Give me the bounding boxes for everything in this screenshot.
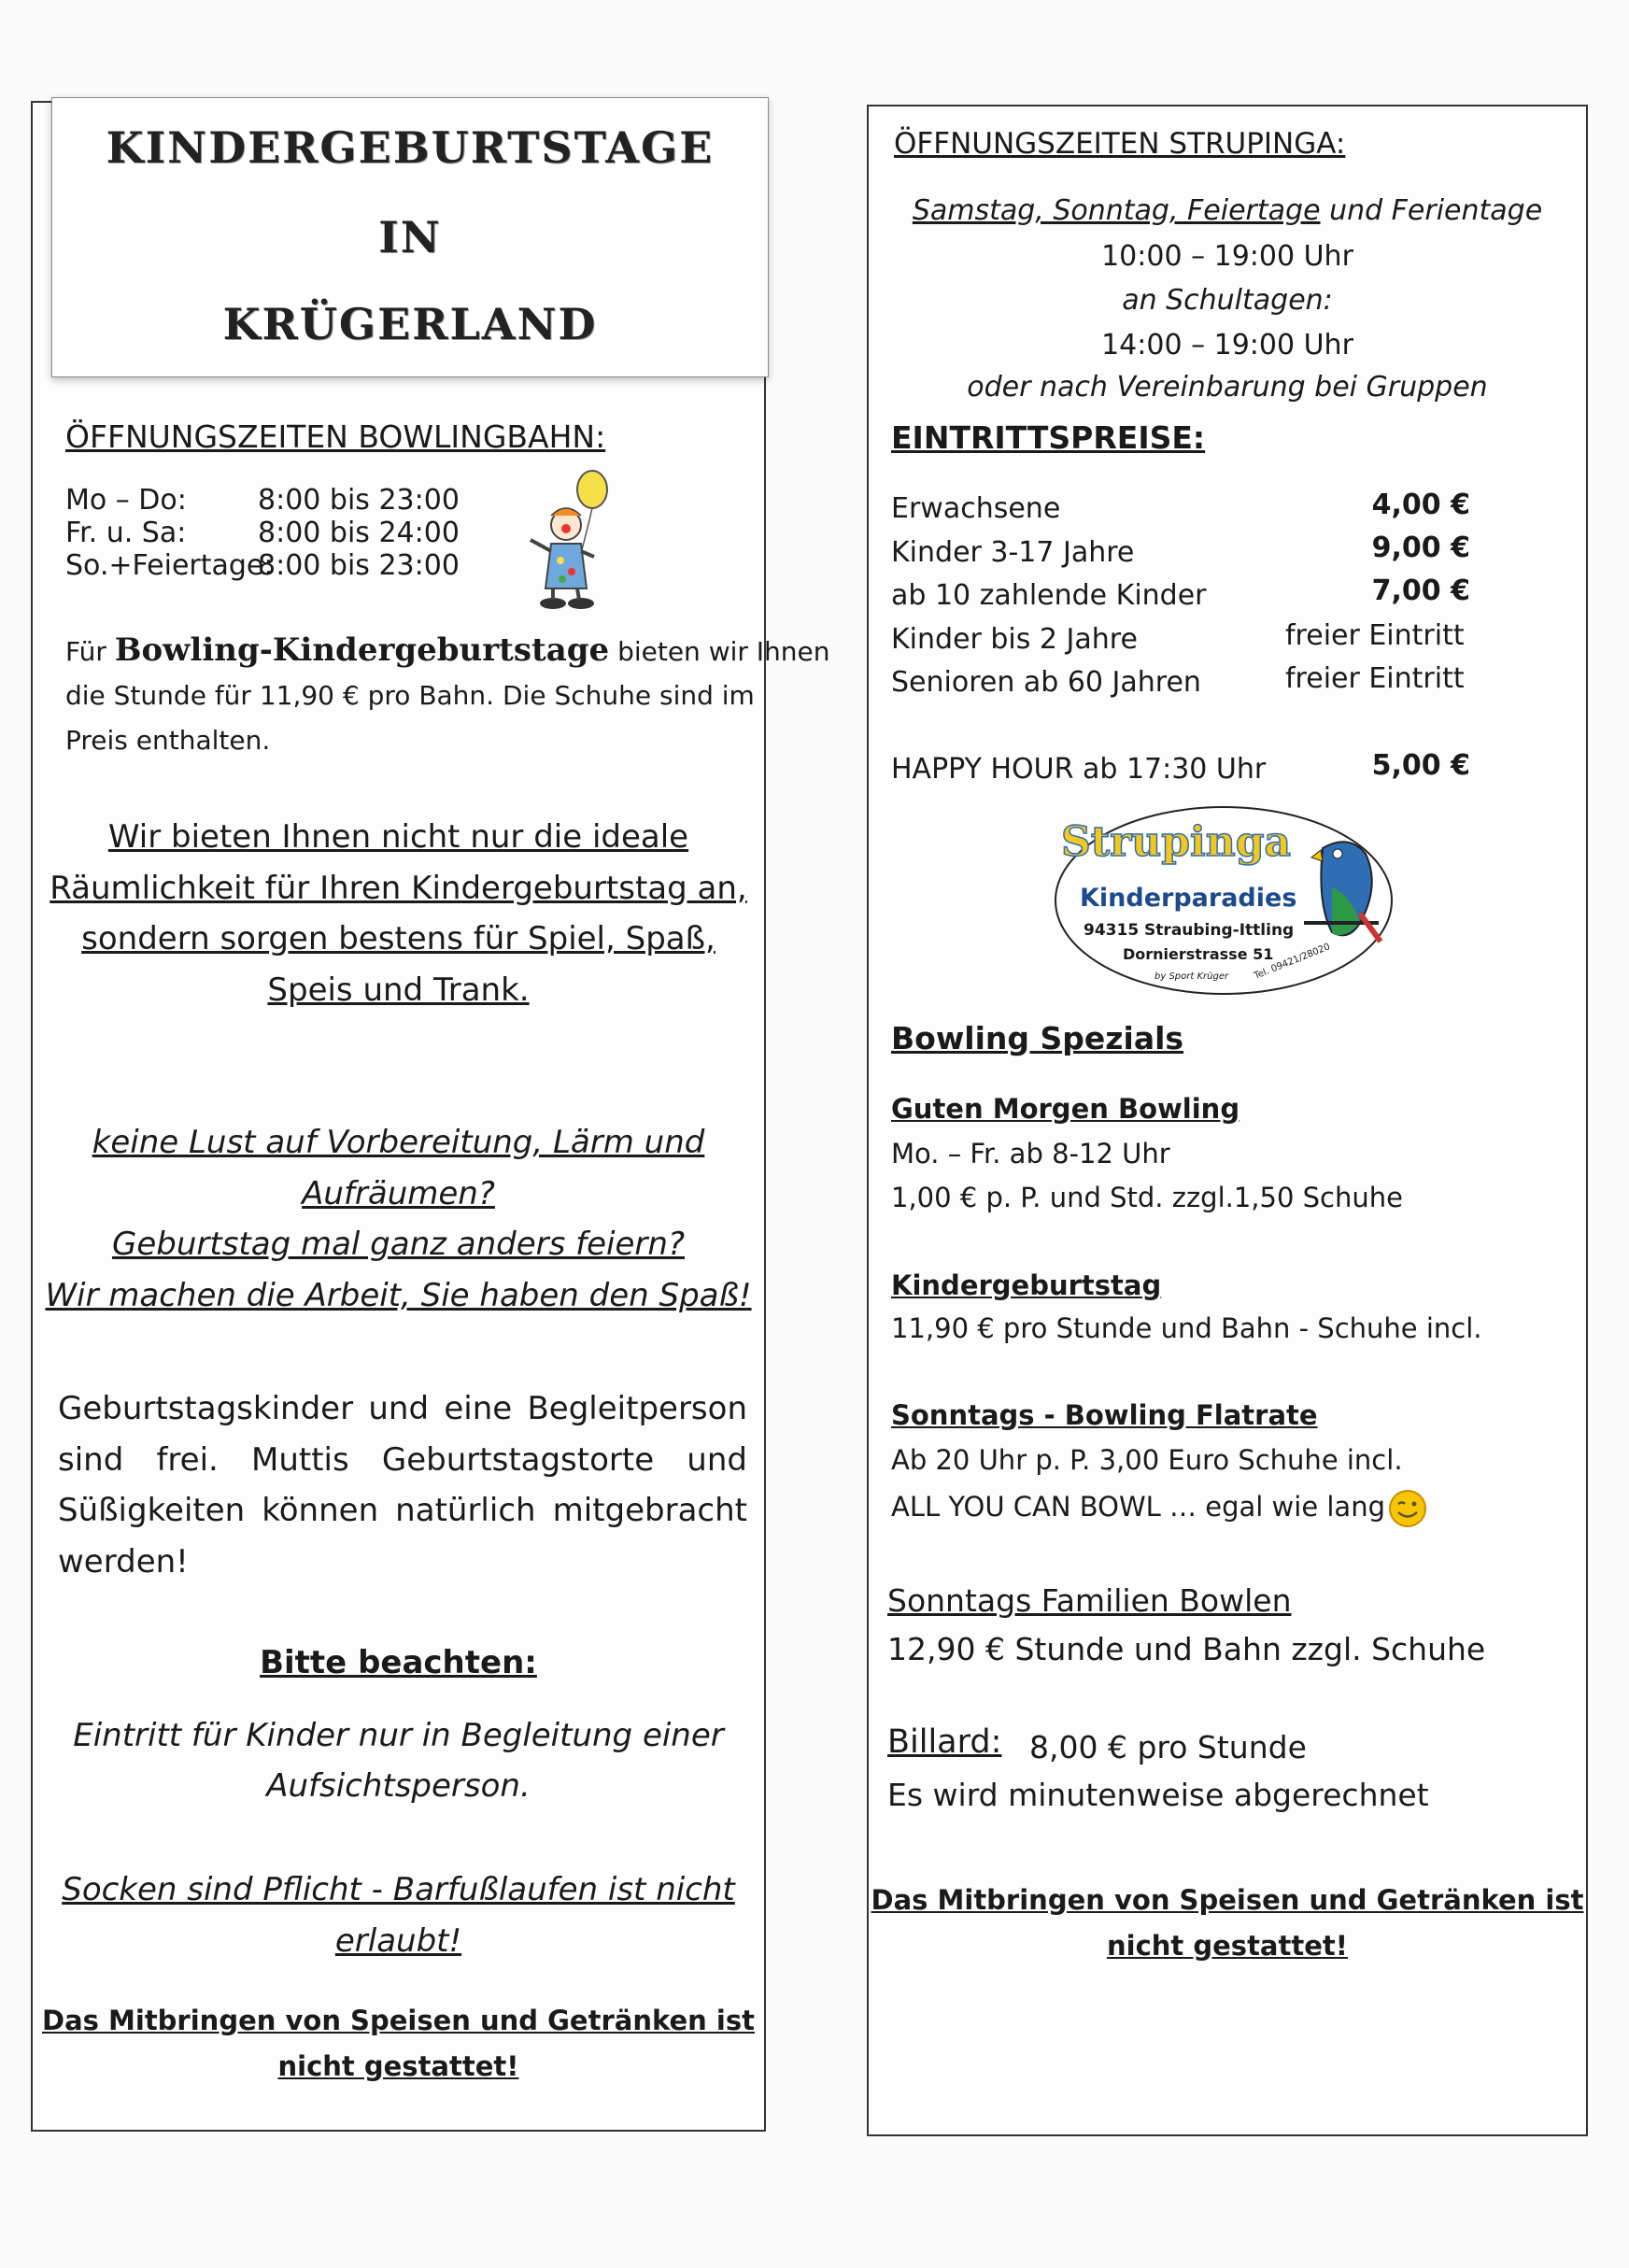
title-line3: KRÜGERLAND xyxy=(222,299,598,349)
right-food-line-1: Das Mitbringen von Speisen und Getränken ist xyxy=(871,1884,1584,1916)
price-value-3: 7,00 € xyxy=(1371,574,1470,607)
morning-heading: Guten Morgen Bowling xyxy=(891,1093,1240,1125)
strupinga-logo xyxy=(1052,801,1395,999)
opening-days xyxy=(867,194,1588,227)
party-intro-pre: Für xyxy=(65,636,115,667)
logo-address-2: Dornierstrasse 51 xyxy=(1123,945,1274,963)
family-heading: Sonntags Familien Bowlen xyxy=(887,1582,1292,1619)
price-label-5: Senioren ab 60 Jahren xyxy=(891,666,1201,699)
logo-sub: Kinderparadies xyxy=(1080,884,1297,913)
left-food-line-2: nicht gestattet! xyxy=(277,2050,519,2082)
school-days: an Schultagen: xyxy=(1122,284,1333,317)
logo-byline: by Sport Krüger xyxy=(1154,971,1229,982)
happy-hour-price: 5,00 € xyxy=(1371,749,1470,782)
billard-price: 8,00 € pro Stunde xyxy=(1029,1729,1307,1765)
price-value-4: freier Eintritt xyxy=(1285,619,1465,652)
note-line-2: Aufsichtsperson. xyxy=(266,1767,531,1805)
hours-time-1: 8:00 bis 23:00 xyxy=(258,484,460,517)
bowling-hours-heading: ÖFFNUNGSZEITEN BOWLINGBAHN: xyxy=(65,418,606,455)
title-line2: IN xyxy=(378,212,442,262)
party-line-3: Preis enthalten. xyxy=(65,725,271,756)
price-label-4: Kinder bis 2 Jahre xyxy=(891,623,1138,656)
note-heading: Bitte beachten: xyxy=(260,1644,537,1681)
free-line-4: werden! xyxy=(58,1543,189,1581)
price-label-3: ab 10 zahlende Kinder xyxy=(891,579,1207,612)
flatrate-heading: Sonntags - Bowling Flatrate xyxy=(891,1399,1318,1431)
socks-line-1: Socken sind Pflicht - Barfußlaufen ist nicht xyxy=(62,1871,735,1908)
flatrate-line-1: Ab 20 Uhr p. P. 3,00 Euro Schuhe incl. xyxy=(891,1444,1403,1476)
offer-line-2: Räumlichkeit für Ihren Kindergeburtstag an, xyxy=(50,870,747,907)
kids-heading: Kindergeburtstag xyxy=(891,1269,1162,1301)
title-line1: KINDERGEBURTSTAGE xyxy=(106,122,715,173)
offer-line-4: Speis und Trank. xyxy=(267,971,530,1009)
strupinga-hours-heading: ÖFFNUNGSZEITEN STRUPINGA: xyxy=(894,127,1346,161)
flatrate-line-2: ALL YOU CAN BOWL … egal wie lang xyxy=(891,1491,1385,1523)
billard-note: Es wird minutenweise abgerechnet xyxy=(887,1777,1429,1813)
offer-line-3: sondern sorgen bestens für Spiel, Spaß, xyxy=(81,920,715,957)
party-intro-post: bieten wir Ihnen xyxy=(609,636,830,667)
clown-balloon-icon xyxy=(519,467,631,617)
left-food-line-1: Das Mitbringen von Speisen und Getränken ist xyxy=(42,2005,755,2036)
specials-heading: Bowling Spezials xyxy=(891,1020,1184,1056)
free-line-1: Geburtstagskinder und eine Begleitperson xyxy=(58,1390,747,1427)
price-label-1: Erwachsene xyxy=(891,492,1061,525)
hours-day-1: Mo – Do: xyxy=(65,484,187,517)
happy-hour-label: HAPPY HOUR ab 17:30 Uhr xyxy=(891,753,1267,786)
right-food-line-2: nicht gestattet! xyxy=(1107,1930,1348,1962)
opening-days-rest: und Ferientage xyxy=(1320,194,1543,227)
logo-address-1: 94315 Straubing-Ittling xyxy=(1084,921,1295,940)
note-line-1: Eintritt für Kinder nur in Begleitung einer xyxy=(73,1717,724,1754)
party-line-2: die Stunde für 11,90 € pro Bahn. Die Schuhe sind im xyxy=(65,680,755,711)
hours-day-3: So.+Feiertage: xyxy=(65,549,274,582)
hours-time-3: 8:00 bis 23:00 xyxy=(258,549,460,582)
nolust-line-2: Aufräumen? xyxy=(302,1175,495,1212)
nolust-line-4: Wir machen die Arbeit, Sie haben den Spaß! xyxy=(45,1277,752,1314)
price-value-2: 9,00 € xyxy=(1371,532,1470,564)
title-box xyxy=(51,97,769,377)
opening-days-underlined: Samstag, Sonntag, Feiertage xyxy=(912,194,1321,227)
group-note: oder nach Vereinbarung bei Gruppen xyxy=(967,371,1488,404)
winking-smiley-icon xyxy=(1388,1489,1427,1528)
offer-line-1: Wir bieten Ihnen nicht nur die ideale xyxy=(107,818,689,856)
free-line-3: Süßigkeiten können natürlich mitgebracht xyxy=(58,1492,747,1529)
family-line-1: 12,90 € Stunde und Bahn zzgl. Schuhe xyxy=(887,1631,1486,1667)
party-intro xyxy=(65,631,830,669)
nolust-line-1: keine Lust auf Vorbereitung, Lärm und xyxy=(92,1124,705,1161)
nolust-line-3: Geburtstag mal ganz anders feiern? xyxy=(111,1226,685,1263)
morning-line-2: 1,00 € p. P. und Std. zzgl.1,50 Schuhe xyxy=(891,1182,1403,1213)
left-column xyxy=(31,101,766,2132)
socks-line-2: erlaubt! xyxy=(334,1922,462,1960)
price-value-1: 4,00 € xyxy=(1371,489,1470,521)
free-line-2: sind frei. Muttis Geburtstagstorte und xyxy=(58,1441,747,1479)
kids-line-1: 11,90 € pro Stunde und Bahn - Schuhe incl. xyxy=(891,1312,1482,1344)
logo-name: Strupinga xyxy=(1061,818,1292,866)
opening-time-1: 10:00 – 19:00 Uhr xyxy=(1101,240,1353,273)
hours-day-2: Fr. u. Sa: xyxy=(65,517,187,549)
billard-heading: Billard: xyxy=(887,1723,1002,1761)
hours-time-2: 8:00 bis 24:00 xyxy=(258,517,460,549)
morning-line-1: Mo. – Fr. ab 8-12 Uhr xyxy=(891,1138,1170,1169)
price-value-5: freier Eintritt xyxy=(1285,662,1465,695)
party-intro-bold: Bowling-Kindergeburtstage xyxy=(114,631,610,669)
opening-time-2: 14:00 – 19:00 Uhr xyxy=(1101,329,1353,361)
prices-heading: EINTRITTSPREISE: xyxy=(891,419,1206,456)
logo-tel: Tel. 09421/28020 xyxy=(1253,942,1332,982)
price-label-2: Kinder 3-17 Jahre xyxy=(891,536,1135,569)
